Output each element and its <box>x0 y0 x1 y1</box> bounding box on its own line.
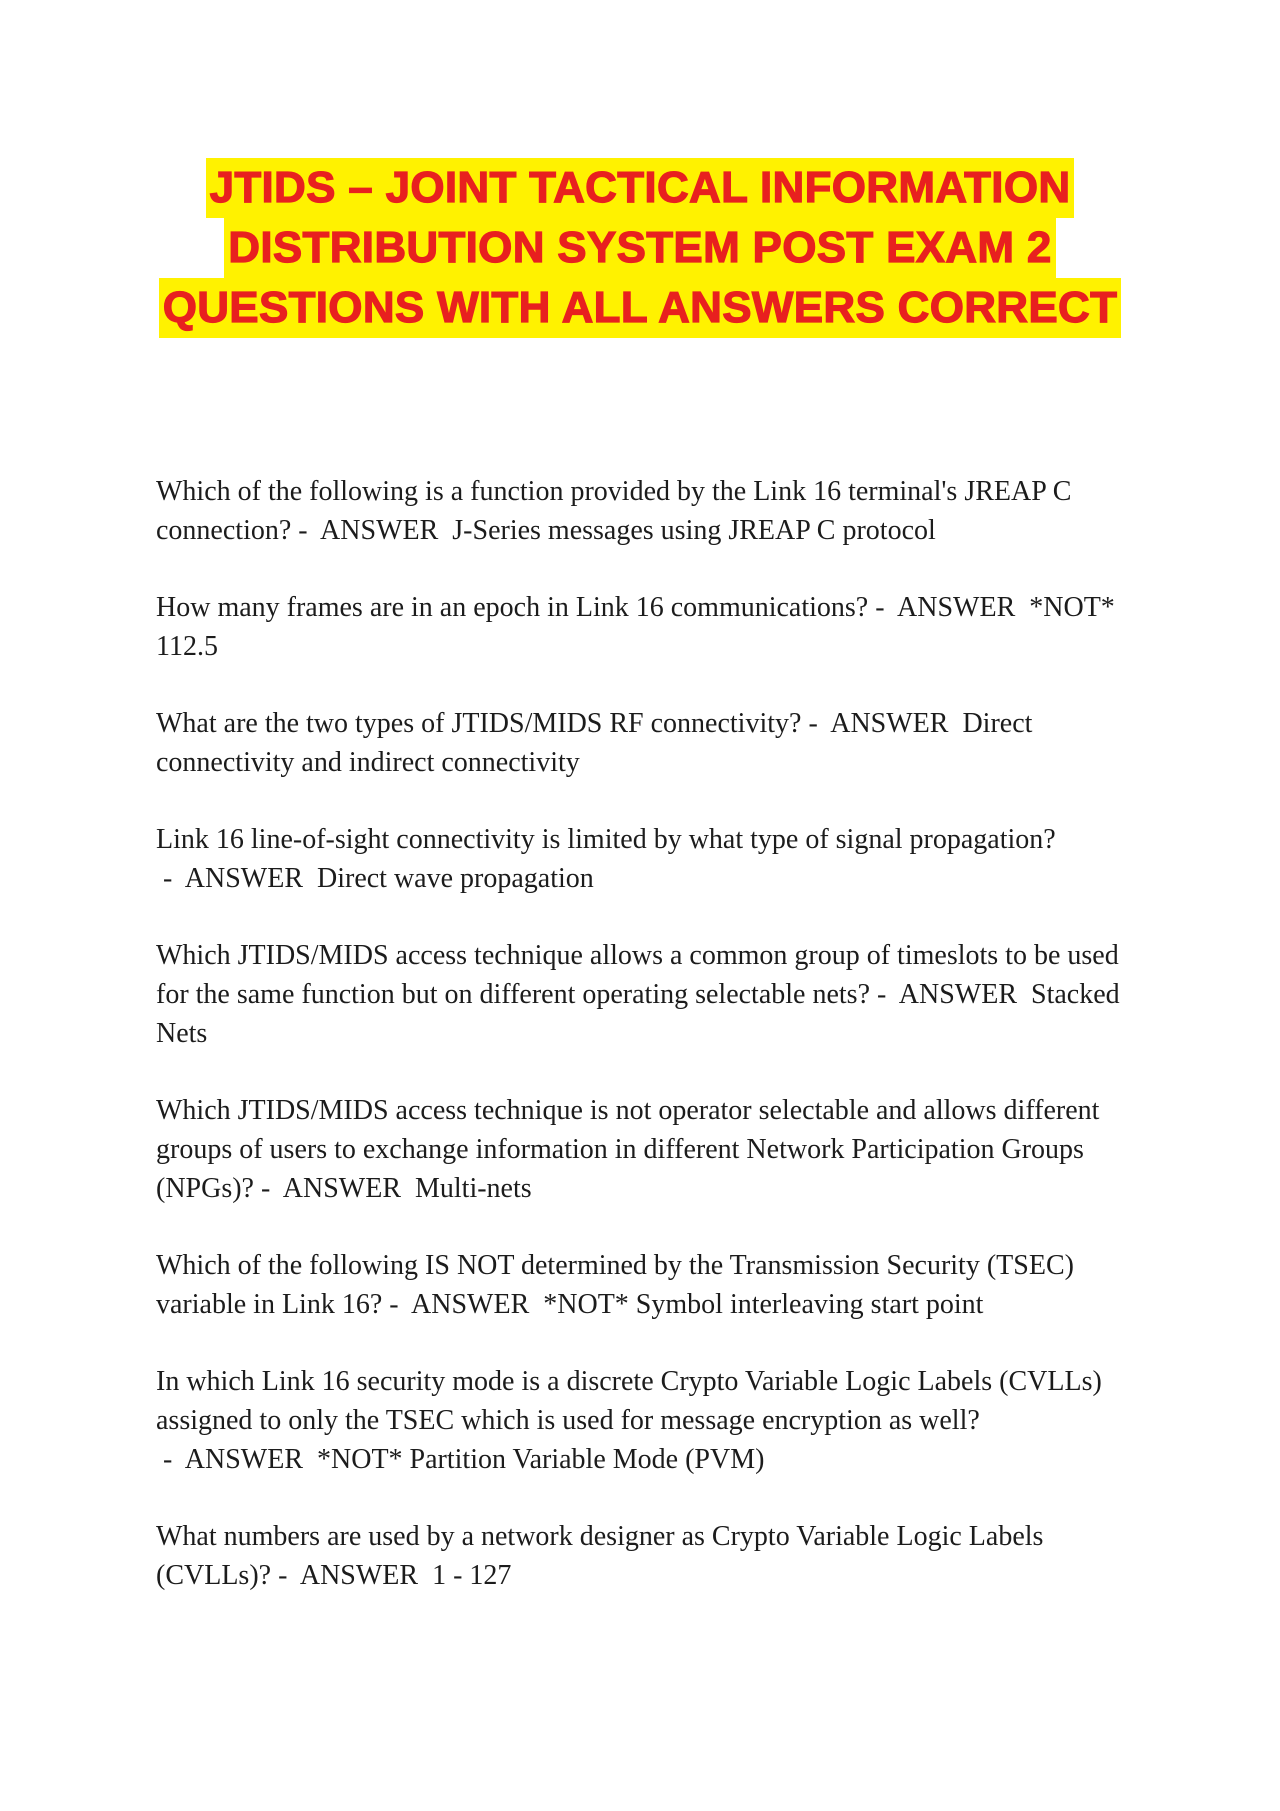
answer-separator: - ANSWER <box>291 515 453 546</box>
question-text: What are the two types of JTIDS/MIDS RF connectivity? <box>156 708 802 739</box>
answer-separator: - ANSWER <box>156 1444 317 1475</box>
qa-item <box>156 472 1146 550</box>
title-line-3: QUESTIONS WITH ALL ANSWERS CORRECT <box>159 278 1122 338</box>
answer-separator: - ANSWER <box>254 1173 415 1204</box>
answer-text: 1 - 127 <box>432 1560 512 1591</box>
answer-text: Direct connectivity and indirect connectivity <box>156 708 1033 778</box>
question-answer-list <box>156 472 1146 1633</box>
qa-item <box>156 704 1146 782</box>
question-text: Which of the following IS NOT determined by the Transmission Security (TSEC) variable in Link 16? <box>156 1250 1074 1320</box>
title-line-2: DISTRIBUTION SYSTEM POST EXAM 2 <box>224 218 1055 278</box>
document-title <box>0 158 1280 338</box>
qa-item <box>156 1362 1146 1479</box>
qa-item <box>156 1517 1146 1595</box>
answer-text: Stacked Nets <box>156 979 1120 1049</box>
answer-separator: - ANSWER <box>801 708 963 739</box>
answer-text: Direct wave propagation <box>317 863 594 894</box>
question-text: Which JTIDS/MIDS access technique allows a common group of timeslots to be used for the same function but on different operating selectable nets? <box>156 940 1119 1010</box>
title-line-1: JTIDS – JOINT TACTICAL INFORMATION <box>206 158 1075 218</box>
qa-item <box>156 1246 1146 1324</box>
qa-item <box>156 588 1146 666</box>
qa-item <box>156 1091 1146 1208</box>
answer-separator: - ANSWER <box>870 979 1031 1010</box>
question-text: Which of the following is a function provided by the Link 16 terminal's JREAP C connection? <box>156 476 1072 546</box>
answer-text: *NOT* Symbol interleaving start point <box>543 1289 984 1320</box>
answer-separator: - ANSWER <box>868 592 1030 623</box>
qa-item <box>156 936 1146 1053</box>
question-text: Link 16 line-of-sight connectivity is limited by what type of signal propagation? <box>156 824 1056 855</box>
question-text: How many frames are in an epoch in Link 16 communications? <box>156 592 869 623</box>
question-text: What numbers are used by a network designer as Crypto Variable Logic Labels (CVLLs)? <box>156 1521 1044 1591</box>
qa-item <box>156 820 1146 898</box>
answer-separator: - ANSWER <box>382 1289 544 1320</box>
answer-text: J-Series messages using JREAP C protocol <box>452 515 936 546</box>
answer-separator: - ANSWER <box>271 1560 433 1591</box>
answer-separator: - ANSWER <box>156 863 317 894</box>
answer-text: *NOT* 112.5 <box>156 592 1115 662</box>
question-text: Which JTIDS/MIDS access technique is not operator selectable and allows different groups of users to exchange information in different Network Participation Groups (NPGs)? <box>156 1095 1100 1204</box>
answer-text: Multi-nets <box>415 1173 532 1204</box>
question-text: In which Link 16 security mode is a discrete Crypto Variable Logic Labels (CVLLs) assigned to only the TSEC which is used for message encryption as well? <box>156 1366 1102 1436</box>
answer-text: *NOT* Partition Variable Mode (PVM) <box>317 1444 765 1475</box>
